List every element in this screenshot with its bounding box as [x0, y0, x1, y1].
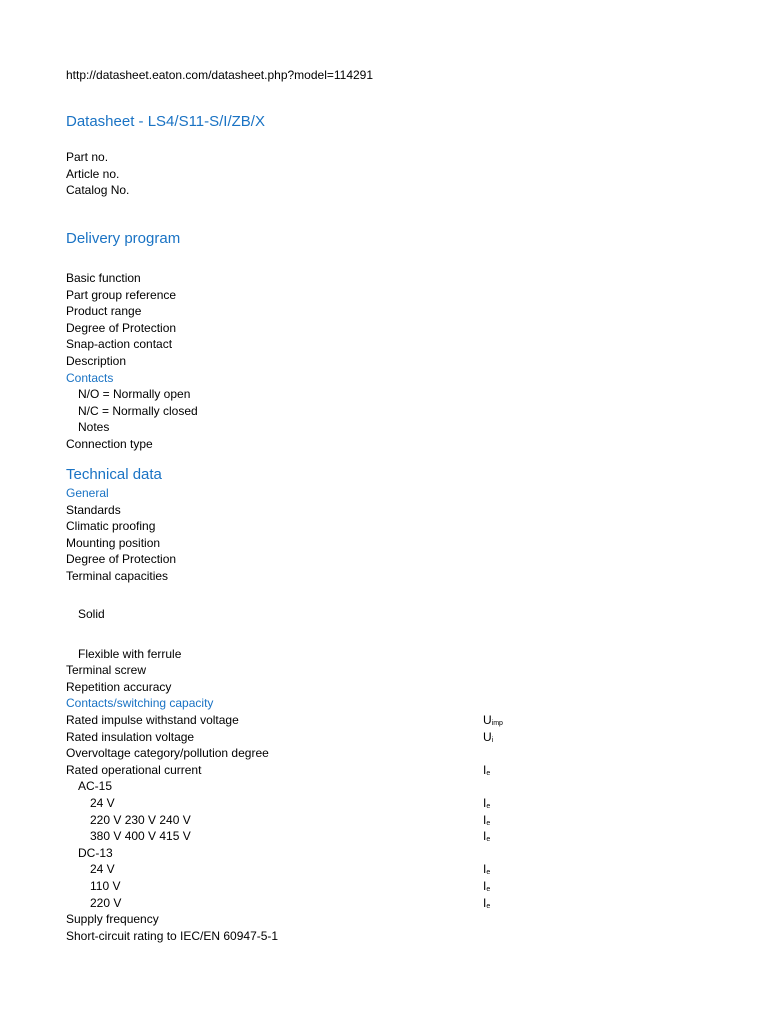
current-symbol: $I_e$ — [483, 829, 491, 844]
normally-open-label: N/O = Normally open — [78, 387, 191, 402]
technical-data-heading: Technical data — [66, 466, 162, 483]
spec-row — [0, 403, 768, 420]
current-symbol: $I_e$ — [483, 862, 491, 877]
section-row — [0, 370, 768, 387]
spec-row — [0, 287, 768, 304]
spec-row — [0, 911, 768, 928]
section-row — [0, 695, 768, 712]
spec-row — [0, 928, 768, 945]
product-range-label: Product range — [66, 304, 142, 319]
dc-110v-label: 110 V — [90, 879, 121, 893]
climatic-proofing-label: Climatic proofing — [66, 519, 156, 534]
spec-row — [0, 762, 768, 779]
spec-row — [0, 729, 768, 746]
page-title: Datasheet - LS4/S11-S/I/ZB/X — [66, 113, 265, 130]
current-symbol: $I_e$ — [483, 895, 491, 910]
spec-row — [0, 419, 768, 436]
spec-row — [0, 551, 768, 568]
spec-row — [0, 828, 768, 845]
flexible-with-ferrule-label: Flexible with ferrule — [78, 646, 182, 661]
spec-row — [0, 436, 768, 453]
catalog-no-label: Catalog No. — [66, 183, 130, 198]
section-row — [0, 485, 768, 502]
switching-capacity-subheading: Contacts/switching capacity — [66, 696, 214, 711]
spec-row — [0, 845, 768, 862]
spec-row — [0, 535, 768, 552]
degree-of-protection-label: Degree of Protection — [66, 320, 177, 335]
delivery-program-heading: Delivery program — [66, 230, 181, 247]
spec-row — [0, 878, 768, 895]
basic-function-label: Basic function — [66, 271, 141, 285]
connection-type-label: Connection type — [66, 437, 153, 451]
impulse-voltage-label: Rated impulse withstand voltage — [66, 713, 239, 727]
degree-of-protection-label: Degree of Protection — [66, 552, 177, 567]
ac-380v-label: 380 V 400 V 415 V — [90, 829, 191, 844]
spec-row — [0, 270, 768, 287]
id-row — [0, 166, 768, 183]
current-symbol: $I_e$ — [483, 812, 491, 827]
id-row — [0, 182, 768, 199]
normally-closed-label: N/C = Normally closed — [78, 403, 198, 418]
general-subheading: General — [66, 486, 109, 500]
spec-row — [0, 606, 768, 623]
spec-row — [0, 745, 768, 762]
id-row — [0, 149, 768, 166]
spec-row — [0, 662, 768, 679]
ac-24v-label: 24 V — [90, 796, 115, 810]
dc-13-label: DC-13 — [78, 845, 113, 860]
ac-15-label: AC-15 — [78, 779, 113, 794]
operational-current-label: Rated operational current — [66, 762, 202, 777]
spec-row — [0, 320, 768, 337]
spec-row — [0, 336, 768, 353]
part-group-reference-label: Part group reference — [66, 287, 177, 302]
source-url[interactable]: http://datasheet.eaton.com/datasheet.php?model=114291 — [66, 68, 374, 82]
description-label: Description — [66, 354, 127, 368]
supply-frequency-label: Supply frequency — [66, 912, 159, 927]
spec-row — [0, 812, 768, 829]
standards-label: Standards — [66, 502, 121, 517]
ac-220v-label: 220 V 230 V 240 V — [90, 812, 191, 827]
notes-label: Notes — [78, 420, 110, 435]
spec-row — [0, 778, 768, 795]
spec-row — [0, 712, 768, 729]
spec-row — [0, 646, 768, 663]
spec-row — [0, 303, 768, 320]
part-no-label: Part no. — [66, 150, 109, 164]
spec-row — [0, 895, 768, 912]
terminal-screw-label: Terminal screw — [66, 663, 147, 678]
spec-row — [0, 386, 768, 403]
insulation-voltage-label: Rated insulation voltage — [66, 729, 195, 744]
impulse-voltage-symbol: $U_{imp}$ — [483, 713, 503, 727]
operational-current-symbol: $I_e$ — [483, 762, 491, 777]
spec-row — [0, 353, 768, 370]
current-symbol: $I_e$ — [483, 879, 491, 893]
spec-row — [0, 679, 768, 696]
dc-24v-label: 24 V — [90, 862, 115, 877]
mounting-position-label: Mounting position — [66, 535, 161, 550]
repetition-accuracy-label: Repetition accuracy — [66, 679, 172, 694]
current-symbol: $I_e$ — [483, 796, 491, 810]
spec-row — [0, 568, 768, 585]
terminal-capacities-label: Terminal capacities — [66, 569, 169, 583]
spec-row — [0, 795, 768, 812]
short-circuit-rating-label: Short-circuit rating to IEC/EN 60947-5-1 — [66, 928, 279, 943]
spec-row — [0, 861, 768, 878]
spec-row — [0, 502, 768, 519]
snap-action-contact-label: Snap-action contact — [66, 337, 173, 352]
contacts-subheading: Contacts — [66, 370, 114, 385]
insulation-voltage-symbol: $U_i$ — [483, 729, 494, 744]
solid-label: Solid — [78, 607, 105, 621]
spec-row — [0, 518, 768, 535]
article-no-label: Article no. — [66, 166, 120, 181]
overvoltage-category-label: Overvoltage category/pollution degree — [66, 746, 269, 761]
dc-220v-label: 220 V — [90, 895, 122, 910]
